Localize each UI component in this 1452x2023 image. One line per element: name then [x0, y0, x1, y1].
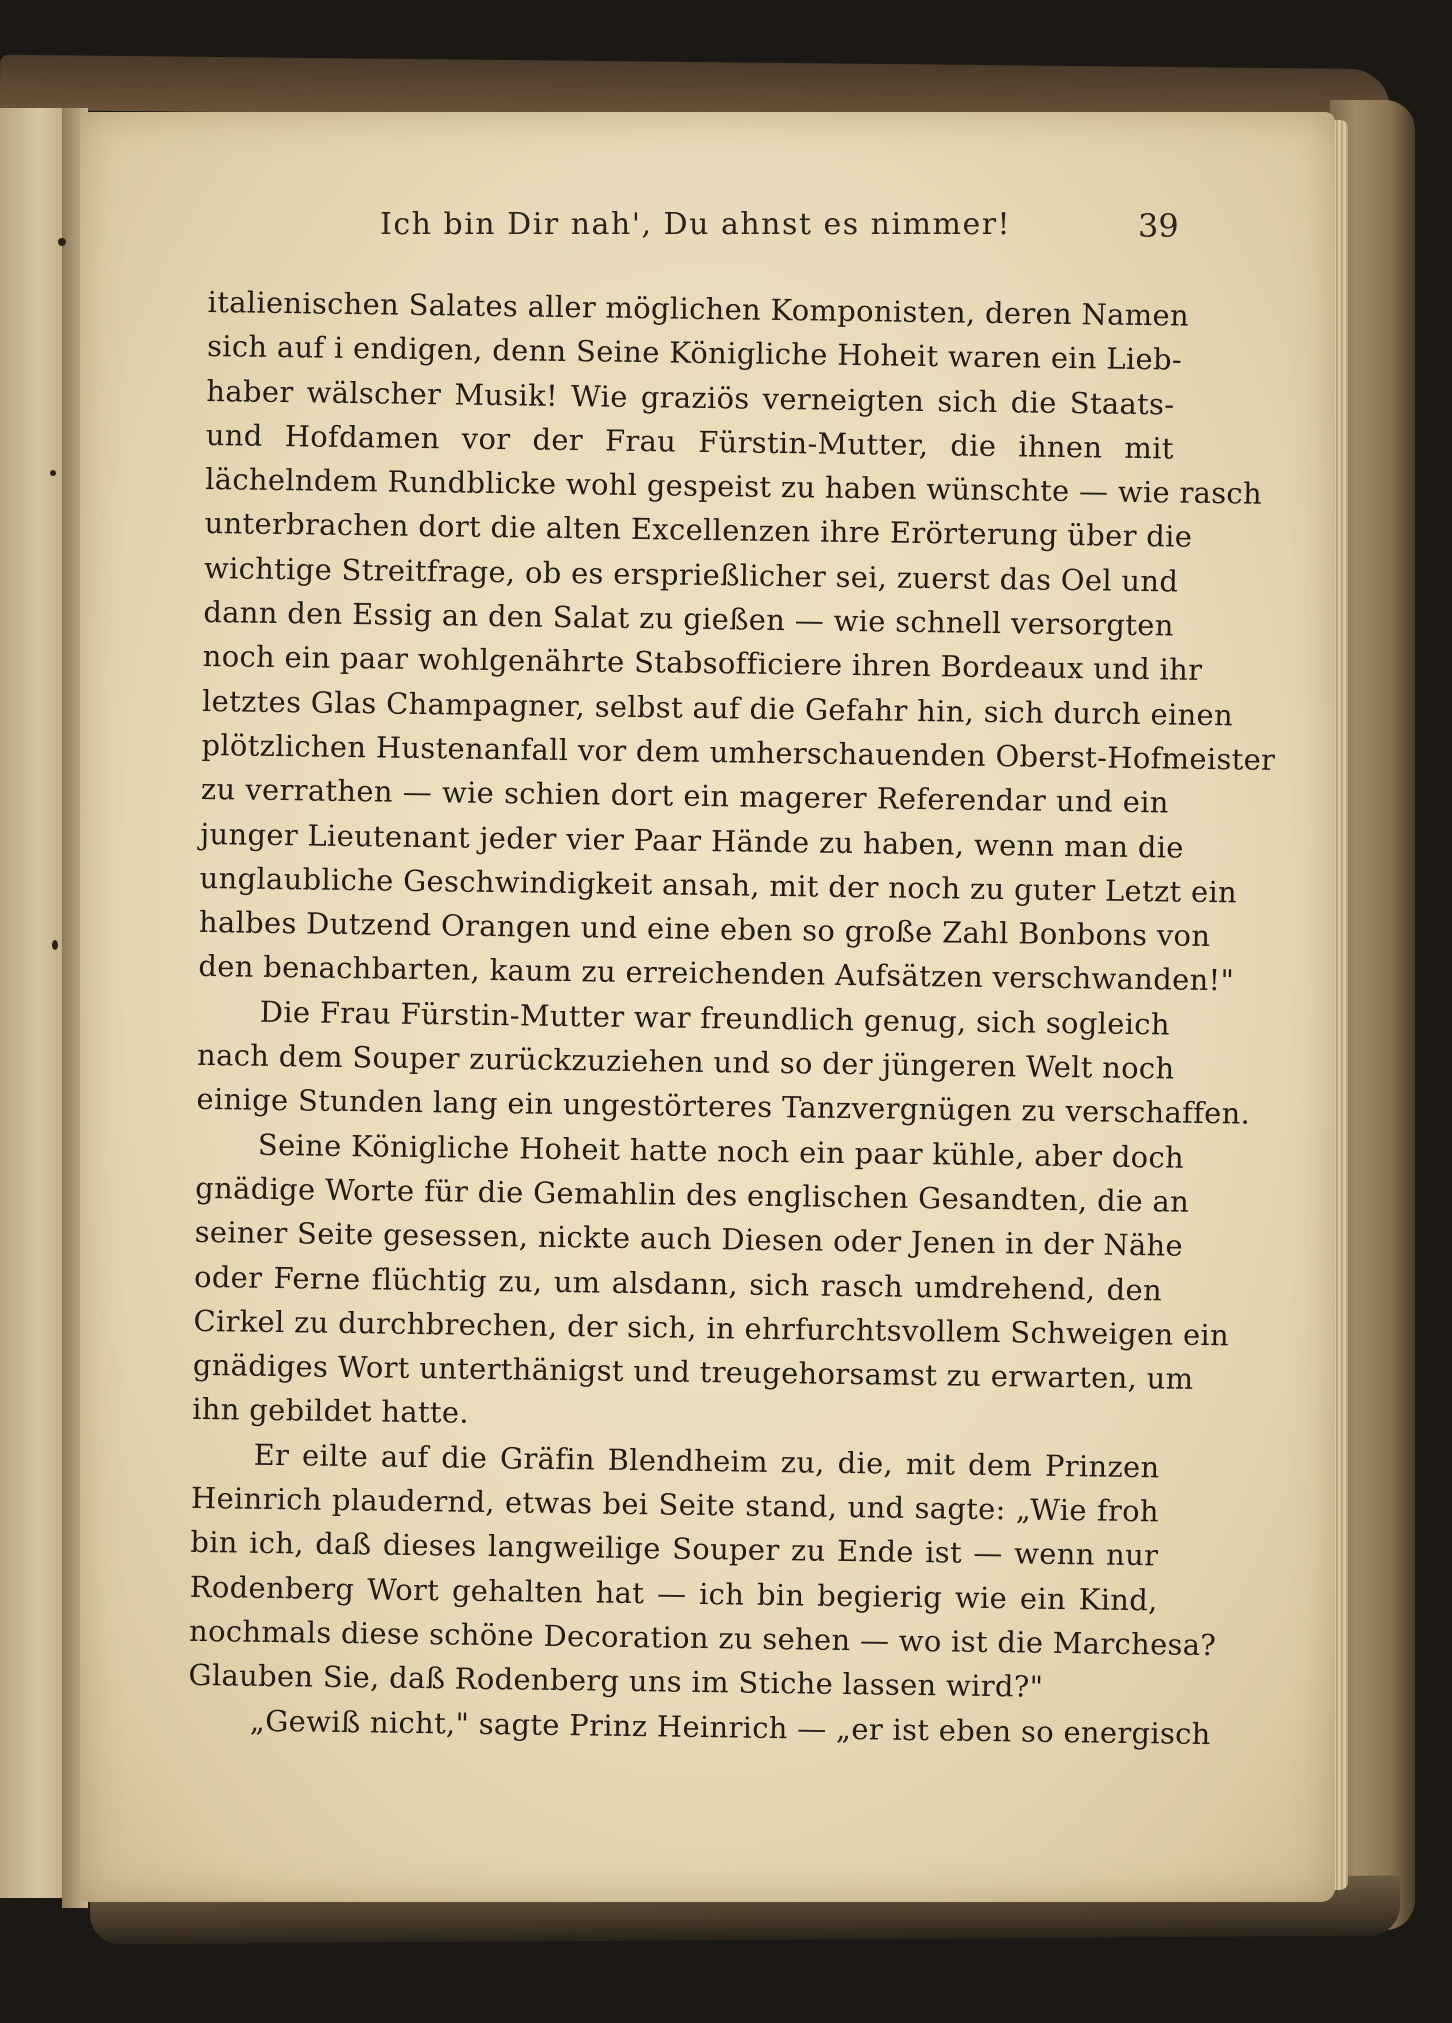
text-line: noch ein paar wohlgenährte Stabsofficiere ihren Bordeaux und ihr: [202, 639, 1203, 688]
text-line: Er eilte auf die Gräfin Blendheim zu, die, mit dem Prinzen: [253, 1437, 1160, 1485]
text-line: den benachbarten, kaum zu erreichenden Aufsätzen verschwanden!": [198, 949, 1235, 998]
text-line: und Hofdamen vor der Frau Fürstin-Mutter, die ihnen mit: [205, 417, 1174, 466]
text-line: nach dem Souper zurückzuziehen und so der jüngeren Welt noch: [196, 1037, 1175, 1086]
text-line: gnädige Worte für die Gemahlin des englischen Gesandten, die an: [195, 1170, 1190, 1219]
text-line: wichtige Streitfrage, ob es ersprießlicher sei, zuerst das Oel und: [203, 550, 1179, 599]
margin-mark: [58, 238, 66, 246]
text-line: zu verrathen — wie schien dort ein magerer Referendar und ein: [200, 772, 1170, 820]
text-line: Cirkel zu durchbrechen, der sich, in ehrfurchtsvollem Schweigen ein: [193, 1303, 1230, 1353]
text-line: junger Lieutenant jeder vier Paar Hände zu haben, wenn man die: [200, 816, 1185, 865]
text-line: ihn gebildet hatte.: [191, 1392, 470, 1431]
text-line: einige Stunden lang ein ungestörteres Tanzvergnügen zu verschaffen.: [196, 1082, 1251, 1131]
text-line: haber wälscher Musik! Wie graziös verneigten sich die Staats-: [206, 373, 1175, 422]
text-line: nochmals diese schöne Decoration zu sehen — wo ist die Marchesa?: [188, 1613, 1217, 1663]
text-line: letztes Glas Champagner, selbst auf die Gefahr hin, sich durch einen: [201, 683, 1234, 733]
text-line: italienischen Salates aller möglichen Komponisten, deren Namen: [207, 284, 1190, 333]
margin-mark: [50, 470, 56, 476]
text-line: gnädiges Wort unterthänigst und treugehorsamst zu erwarten, um: [192, 1348, 1194, 1396]
text-line: unglaubliche Geschwindigkeit ansah, mit der noch zu guter Letzt ein: [199, 860, 1238, 910]
text-line: oder Ferne flüchtig zu, um alsdann, sich rasch umdrehend, den: [193, 1259, 1163, 1307]
text-line: Glauben Sie, daß Rodenberg uns im Stiche lassen wird?": [188, 1658, 1044, 1705]
margin-mark: [52, 940, 58, 950]
text-line: lächelndem Rundblicke wohl gespeist zu haben wünschte — wie rasch: [204, 462, 1263, 511]
text-line: bin ich, daß dieses langweilige Souper zu Ende ist — wenn nur: [190, 1525, 1159, 1573]
text-line: unterbrachen dort die alten Excellenzen ihre Erörterung über die: [204, 506, 1193, 555]
text-line: sich auf i endigen, denn Seine Königliche Hoheit waren ein Lieb-: [206, 329, 1183, 377]
text-line: „Gewiß nicht," sagte Prinz Heinrich — „er ist eben so energisch: [249, 1703, 1211, 1751]
text-line: Seine Königliche Hoheit hatte noch ein paar kühle, aber doch: [257, 1127, 1185, 1175]
text-line: Die Frau Fürstin-Mutter war freundlich genug, sich sogleich: [259, 994, 1171, 1042]
text-line: dann den Essig an den Salat zu gießen — wie schnell versorgten: [203, 595, 1174, 643]
text-line: plötzlichen Hustenanfall vor dem umherschauenden Oberst-Hofmeister: [201, 727, 1276, 777]
text-line: seiner Seite gesessen, nickte auch Diesen oder Jenen in der Nähe: [194, 1215, 1184, 1263]
body-text: [188, 280, 1276, 1755]
text-line: Rodenberg Wort gehalten hat — ich bin begierig wie ein Kind,: [189, 1569, 1158, 1617]
text-line: Heinrich plaudernd, etwas bei Seite stand, und sagte: „Wie froh: [190, 1480, 1160, 1529]
text-line: halbes Dutzend Orangen und eine eben so große Zahl Bonbons von: [198, 905, 1211, 954]
page-number: 39: [1138, 207, 1179, 245]
running-head: Ich bin Dir nah', Du ahnst es nimmer!: [380, 207, 1012, 242]
